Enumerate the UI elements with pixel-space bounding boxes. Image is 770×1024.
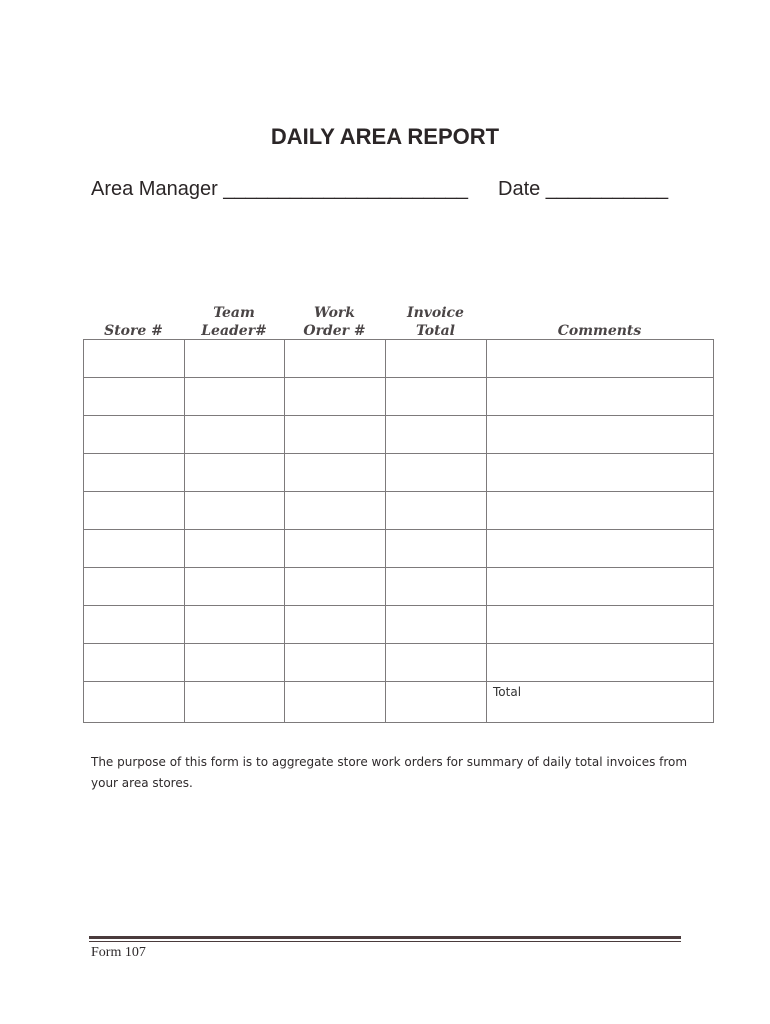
team-leader-cell[interactable] [185,644,285,682]
store-cell[interactable] [84,340,185,378]
header-store: Store # [104,323,163,339]
comments-cell[interactable] [487,416,714,454]
area-manager-field[interactable]: Area Manager ______________________ [91,178,469,200]
invoice-total-cell[interactable] [386,568,487,606]
invoice-total-cell[interactable] [386,644,487,682]
invoice-total-cell[interactable] [386,378,487,416]
comments-cell[interactable] [487,606,714,644]
header-invoice-total: Invoice Total [407,305,464,339]
work-order-cell[interactable] [285,416,386,454]
report-title: DAILY AREA REPORT [270,124,500,149]
date-field[interactable]: Date ___________ [498,178,669,200]
store-cell[interactable] [84,378,185,416]
form-number: Form 107 [91,945,146,960]
store-cell[interactable] [84,416,185,454]
invoice-total-cell[interactable] [386,454,487,492]
comments-cell[interactable] [487,492,714,530]
work-order-cell[interactable] [285,568,386,606]
table-row [84,454,714,492]
store-cell[interactable] [84,644,185,682]
header-comments: Comments [557,323,642,339]
store-cell[interactable] [84,606,185,644]
invoice-total-cell[interactable] [386,606,487,644]
work-order-cell[interactable] [285,378,386,416]
total-label: Total [487,682,714,723]
header-work-order: Work Order # [303,305,366,339]
store-cell[interactable] [84,492,185,530]
store-cell[interactable] [84,454,185,492]
work-order-cell[interactable] [285,492,386,530]
invoice-total-cell[interactable] [386,492,487,530]
table-row [84,568,714,606]
team-leader-cell[interactable] [185,568,285,606]
invoice-total-cell[interactable] [386,340,487,378]
comments-cell[interactable] [487,378,714,416]
report-table [83,339,714,723]
comments-cell[interactable] [487,340,714,378]
team-leader-cell[interactable] [185,606,285,644]
work-order-cell[interactable] [285,606,386,644]
footer-rule-thin [89,941,681,942]
team-leader-cell[interactable] [185,530,285,568]
comments-cell[interactable] [487,454,714,492]
purpose-text: The purpose of this form is to aggregate store work orders for summary of daily total invoices from your area stores. [91,755,688,790]
table-row [84,416,714,454]
table-row [84,530,714,568]
table-row-total [84,682,714,723]
store-cell[interactable] [84,530,185,568]
table-row [84,644,714,682]
comments-cell[interactable] [487,568,714,606]
store-cell[interactable] [84,568,185,606]
header-team-leader: Team Leader# [201,305,267,339]
team-leader-cell[interactable] [185,682,285,723]
work-order-cell[interactable] [285,340,386,378]
team-leader-cell[interactable] [185,454,285,492]
team-leader-cell[interactable] [185,340,285,378]
team-leader-cell[interactable] [185,492,285,530]
work-order-cell[interactable] [285,644,386,682]
footer-rule [89,936,681,939]
table-row [84,606,714,644]
work-order-cell[interactable] [285,454,386,492]
table-row [84,492,714,530]
work-order-cell[interactable] [285,530,386,568]
team-leader-cell[interactable] [185,378,285,416]
invoice-total-cell[interactable] [386,530,487,568]
team-leader-cell[interactable] [185,416,285,454]
work-order-cell[interactable] [285,682,386,723]
invoice-total-cell[interactable] [386,682,487,723]
table-row [84,378,714,416]
invoice-total-cell[interactable] [386,416,487,454]
table-row [84,340,714,378]
comments-cell[interactable] [487,530,714,568]
store-cell[interactable] [84,682,185,723]
comments-cell[interactable] [487,644,714,682]
